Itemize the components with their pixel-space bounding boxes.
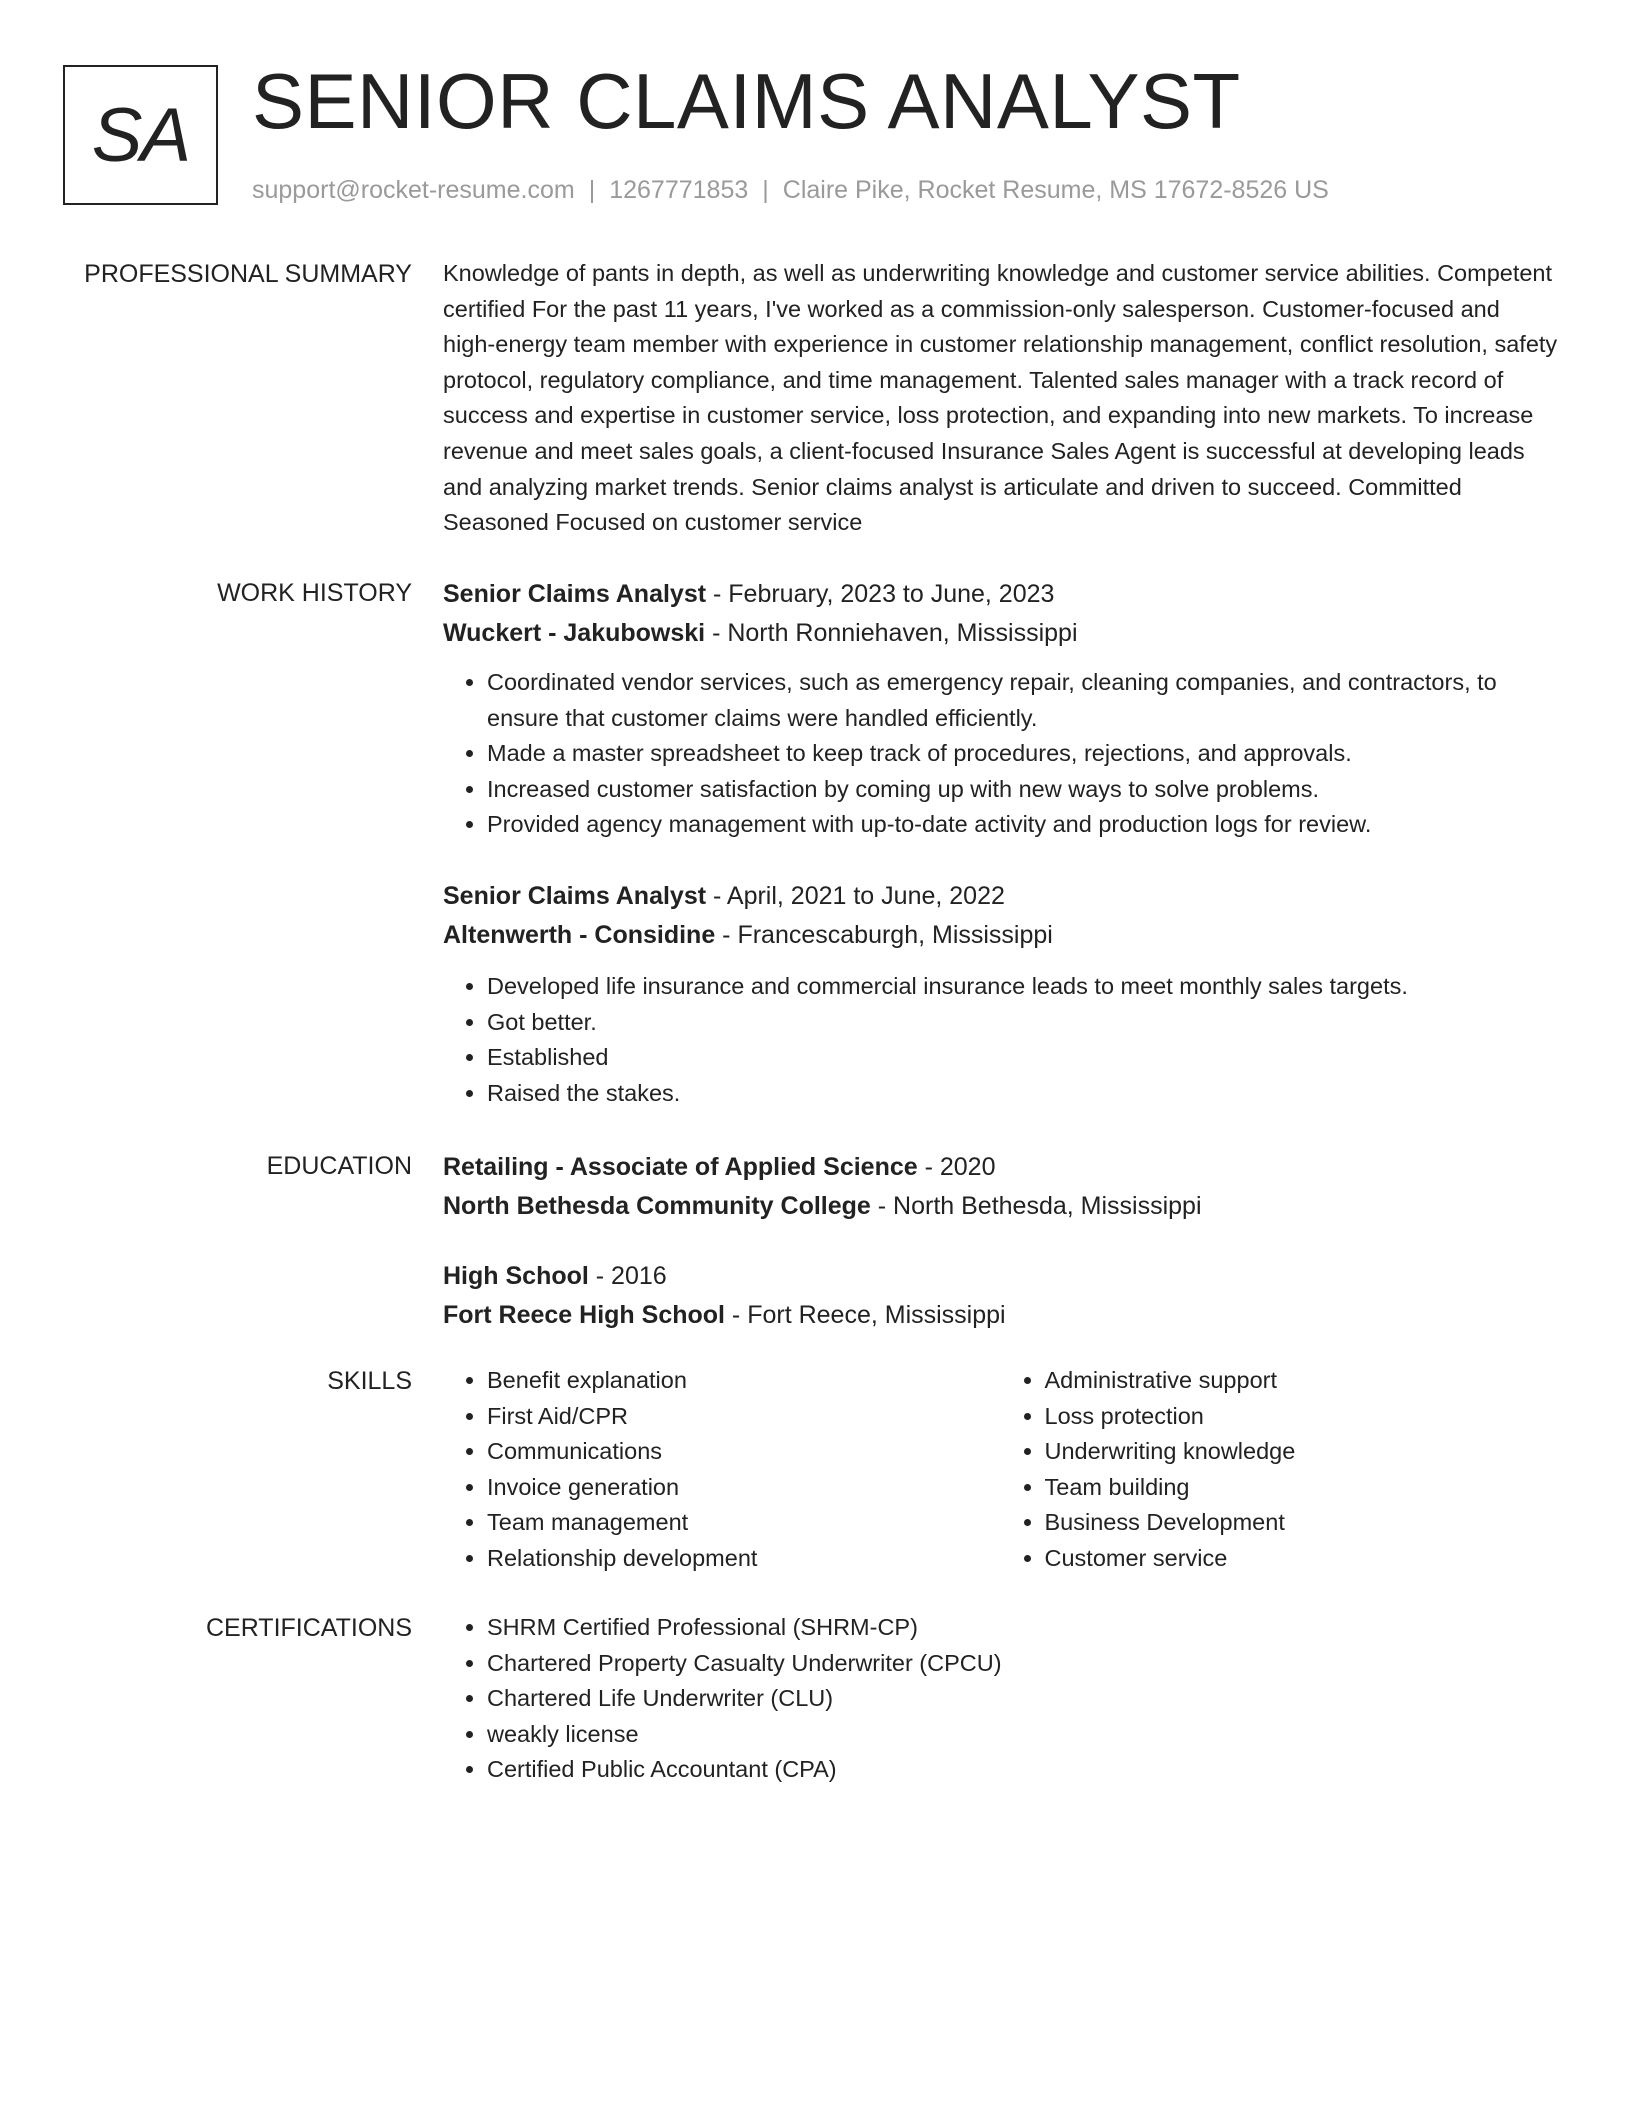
job-entry <box>443 575 1558 843</box>
job-bullets <box>443 969 1558 1111</box>
job-title-line <box>443 575 1558 614</box>
certifications-body <box>443 1610 1558 1788</box>
degree-year: - 2020 <box>917 1153 996 1181</box>
list-item: • Team management <box>487 1505 1001 1541</box>
list-item: • Administrative support <box>1045 1363 1559 1399</box>
job-company: Wuckert - Jakubowski <box>443 619 706 647</box>
section-label-certifications: CERTIFICATIONS <box>205 1614 412 1642</box>
school-line <box>443 1296 1558 1335</box>
school-line <box>443 1187 1558 1226</box>
list-item: • Increased customer satisfaction by coming up with new ways to solve problems. <box>487 772 1558 808</box>
job-bullets <box>443 665 1558 843</box>
skills-body <box>443 1363 1558 1577</box>
job-location: - Francescaburgh, Mississippi <box>715 920 1053 949</box>
section-label-work-history: WORK HISTORY <box>217 579 412 607</box>
summary-text: Knowledge of pants in depth, as well as underwriting knowledge and customer service abilities. Competent certified For the past 11 years, I've worked as a commission-only salesperson. Customer-focused and high-energy team member with experience in customer relationship management, conflict resolution, safety protocol, regulatory compliance, and time management. Talented sales manager with a track record of success and expertise in customer service, loss protection, and expanding into new markets. To increase revenue and meet sales goals, a client-focused Insurance Sales Agent is successful at developing leads and analyzing market trends. Senior claims analyst is articulate and driven to succeed. Committed Seasoned Focused on customer service <box>443 260 1558 536</box>
degree: High School <box>443 1262 589 1290</box>
degree-line <box>443 1148 1558 1187</box>
contact-phone: 1267771853 <box>609 176 749 204</box>
list-item: • Made a master spreadsheet to keep track of procedures, rejections, and approvals. <box>487 736 1558 772</box>
degree-year: - 2016 <box>588 1262 667 1290</box>
list-item: • Benefit explanation <box>487 1363 1001 1399</box>
list-item: • Certified Public Accountant (CPA) <box>487 1752 1558 1788</box>
list-item: • Chartered Property Casualty Underwriter (CPCU) <box>487 1646 1558 1682</box>
list-item: • Got better. <box>487 1005 1558 1041</box>
list-item: • Business Development <box>1045 1505 1559 1541</box>
job-entry <box>443 877 1558 1111</box>
list-item: • Coordinated vendor services, such as emergency repair, cleaning companies, and contractors, to ensure that customer claims were handled efficiently. <box>487 665 1558 736</box>
resume-title: SENIOR CLAIMS ANALYST <box>252 57 1241 145</box>
job-title: Senior Claims Analyst <box>443 881 707 910</box>
school: Fort Reece High School <box>443 1301 725 1329</box>
degree-line <box>443 1257 1558 1296</box>
education-entry <box>443 1148 1558 1226</box>
job-title-line <box>443 877 1558 916</box>
list-item: • Chartered Life Underwriter (CLU) <box>487 1681 1558 1717</box>
job-dates: - February, 2023 to June, 2023 <box>706 580 1055 608</box>
skills-list-right <box>1001 1363 1559 1577</box>
contact-separator: | <box>762 176 769 204</box>
education-body <box>443 1148 1558 1335</box>
school: North Bethesda Community College <box>443 1192 871 1220</box>
section-label-summary: PROFESSIONAL SUMMARY <box>84 260 412 288</box>
list-item: • Established <box>487 1040 1558 1076</box>
certifications-list <box>443 1610 1558 1788</box>
contact-separator: | <box>588 176 596 204</box>
job-company: Altenwerth - Considine <box>443 920 716 949</box>
job-title: Senior Claims Analyst <box>443 580 707 608</box>
monogram-box <box>63 65 218 205</box>
list-item: • Provided agency management with up-to-date activity and production logs for review. <box>487 807 1558 843</box>
school-location: - Fort Reece, Mississippi <box>724 1301 1006 1329</box>
job-location: - North Ronniehaven, Mississippi <box>705 619 1078 647</box>
school-location: - North Bethesda, Mississippi <box>870 1192 1202 1220</box>
list-item: • Relationship development <box>487 1541 1001 1577</box>
contact-email: support@rocket-resume.com <box>252 176 575 204</box>
list-item: • Loss protection <box>1045 1399 1559 1435</box>
contact-address: Claire Pike, Rocket Resume, MS 17672-8526 US <box>782 176 1329 204</box>
section-label-skills: SKILLS <box>327 1367 412 1395</box>
education-entry <box>443 1257 1558 1335</box>
monogram-initials: SA <box>91 92 190 178</box>
list-item: • weakly license <box>487 1717 1558 1753</box>
job-company-line <box>443 916 1558 955</box>
job-dates: - April, 2021 to June, 2022 <box>706 881 1005 910</box>
list-item: • Raised the stakes. <box>487 1076 1558 1112</box>
section-label-education: EDUCATION <box>266 1152 412 1180</box>
skills-list-left <box>443 1363 1001 1577</box>
work-history-body <box>443 575 1558 1111</box>
list-item: • Customer service <box>1045 1541 1559 1577</box>
list-item: • Underwriting knowledge <box>1045 1434 1559 1470</box>
contact-line <box>252 172 1329 208</box>
skills-columns <box>443 1363 1558 1577</box>
list-item: • SHRM Certified Professional (SHRM-CP) <box>487 1610 1558 1646</box>
list-item: • Invoice generation <box>487 1470 1001 1506</box>
job-company-line <box>443 614 1558 653</box>
list-item: • Developed life insurance and commercial insurance leads to meet monthly sales targets. <box>487 969 1558 1005</box>
list-item: • Team building <box>1045 1470 1559 1506</box>
degree: Retailing - Associate of Applied Science <box>443 1153 918 1181</box>
list-item: • First Aid/CPR <box>487 1399 1001 1435</box>
list-item: • Communications <box>487 1434 1001 1470</box>
